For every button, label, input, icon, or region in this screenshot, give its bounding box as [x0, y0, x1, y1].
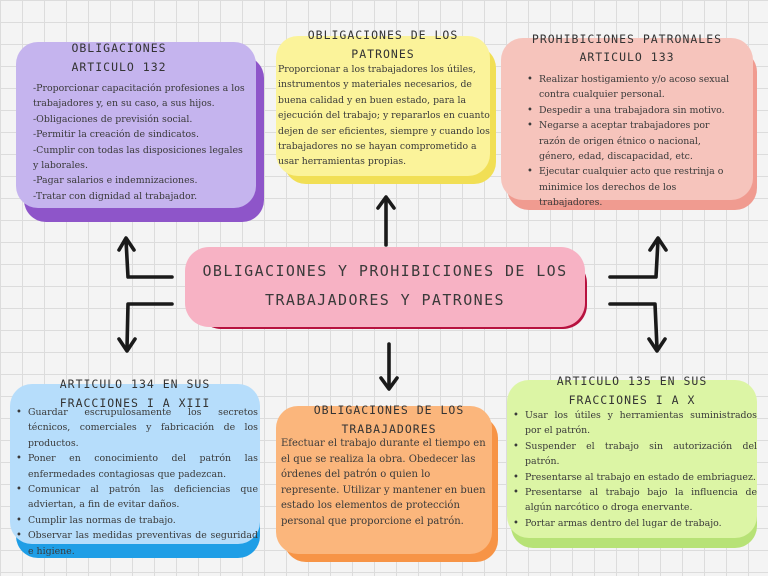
card-articulo-134	[10, 377, 260, 557]
title-line-1: ARTICULO 134 EN SUS	[59, 377, 211, 391]
title-line-2: ARTICULO 133	[579, 50, 675, 64]
list-item: -Pagar salarios e indemnizaciones.	[33, 175, 198, 187]
list-item: • Guardar escrupulosamente los secretos técnicos, comerciales y fabricación de los productos.	[16, 405, 258, 451]
title-line-1: OBLIGACIONES DE LOS	[307, 28, 459, 42]
card-title	[276, 26, 490, 64]
list-item: • Cumplir las normas de trabajo.	[16, 513, 258, 528]
list-item: • Despedir a una trabajadora sin motivo.	[527, 103, 739, 118]
list	[16, 405, 258, 559]
central-title-line-2: TRABAJADORES Y PATRONES	[265, 291, 505, 309]
list-item: -Proporcionar capacitación profesiones a los trabajadores y, en su caso, a sus hijos.	[33, 83, 245, 110]
list-item: • Ejecutar cualquier acto que restrinja o minimice los derechos de los trabajadores.	[527, 164, 739, 210]
list-item: • Suspender el trabajo sin autorización del patrón.	[513, 439, 757, 470]
list-item: -Tratar con dignidad al trabajador.	[33, 190, 198, 202]
central-title-line-1: OBLIGACIONES Y PROHIBICIONES DE LOS	[202, 262, 568, 280]
list-item: -Cumplir con todas las disposiciones legales y laborales.	[33, 144, 243, 172]
card-obligaciones-trabajadores	[276, 403, 492, 554]
card-title	[501, 30, 753, 66]
card-title	[276, 401, 502, 439]
title-line-2: FRACCIONES I A XIII	[59, 396, 211, 410]
list-item: • Comunicar al patrón las deficiencias que adviertan, a fin de evitar daños.	[16, 482, 258, 513]
list-item: • Negarse a aceptar trabajadores por razón de origen étnico o nacional, género, edad, discapacidad, etc.	[527, 118, 739, 164]
title-line-1: OBLIGACIONES DE LOS	[313, 403, 465, 417]
title-line-2: PATRONES	[351, 47, 415, 61]
card-text: Efectuar el trabajo durante el tiempo en el que se realiza la obra. Obedecer las órdenes del patrón o quien lo represente. Utilizar y mantener en buen estado los elementos de protección personal que proporcione el patrón.	[281, 438, 486, 527]
title-line-1: OBLIGACIONES	[71, 41, 167, 55]
title-line-2: TRABAJADORES	[341, 422, 437, 436]
list-item: • Realizar hostigamiento y/o acoso sexual contra cualquier personal.	[527, 72, 739, 103]
arrow-up-left-icon	[119, 238, 172, 277]
list-item: -Obligaciones de previsión social.	[33, 113, 193, 125]
card-text: Proporcionar a los trabajadores los útiles, instrumentos y materiales necesarios, de buena calidad y en buen estado, para la ejecución del trabajo; y repararlos en cuanto dejen de ser eficientes, siempre y cuando los trabajadores no se hayan comprometido a usar herramientas propias.	[278, 64, 490, 168]
card-title	[16, 39, 222, 77]
list	[513, 408, 757, 531]
title-line-1: ARTICULO 135 EN SUS	[556, 374, 708, 388]
title-line-2: FRACCIONES I A X	[568, 393, 696, 407]
title-line-1: PROHIBICIONES PATRONALES	[531, 32, 723, 46]
card-articulo-135	[507, 374, 757, 538]
list-item: • Presentarse al trabajo en estado de embriaguez.	[513, 470, 757, 485]
list-item: • Poner en conocimiento del patrón las enfermedades contagiosas que padezcan.	[16, 451, 258, 482]
arrow-down-right-icon	[610, 304, 665, 351]
list-item: -Permitir la creación de sindicatos.	[33, 129, 199, 141]
list-item: • Presentarse al trabajo bajo la influencia de algún narcótico o droga enervante.	[513, 485, 757, 516]
list-item: • Observar las medidas preventivas de seguridad e higiene.	[16, 528, 258, 559]
arrow-down-left-icon	[119, 304, 172, 351]
central-title	[185, 257, 585, 315]
card-prohibiciones-art133	[501, 32, 753, 209]
card-title	[507, 372, 757, 410]
card-central-title	[185, 247, 585, 327]
list-item: • Portar armas dentro del lugar de trabajo.	[513, 516, 757, 531]
title-line-2: ARTICULO 132	[71, 60, 167, 74]
list-item: • Usar los útiles y herramientas suministrados por el patrón.	[513, 408, 757, 439]
arrow-up-icon	[378, 197, 394, 245]
card-obligaciones-patrones	[276, 28, 490, 176]
list	[527, 72, 739, 211]
list	[33, 81, 251, 204]
card-obligaciones-art132	[16, 42, 256, 208]
arrow-down-icon	[381, 344, 397, 389]
arrow-up-right-icon	[610, 238, 666, 277]
